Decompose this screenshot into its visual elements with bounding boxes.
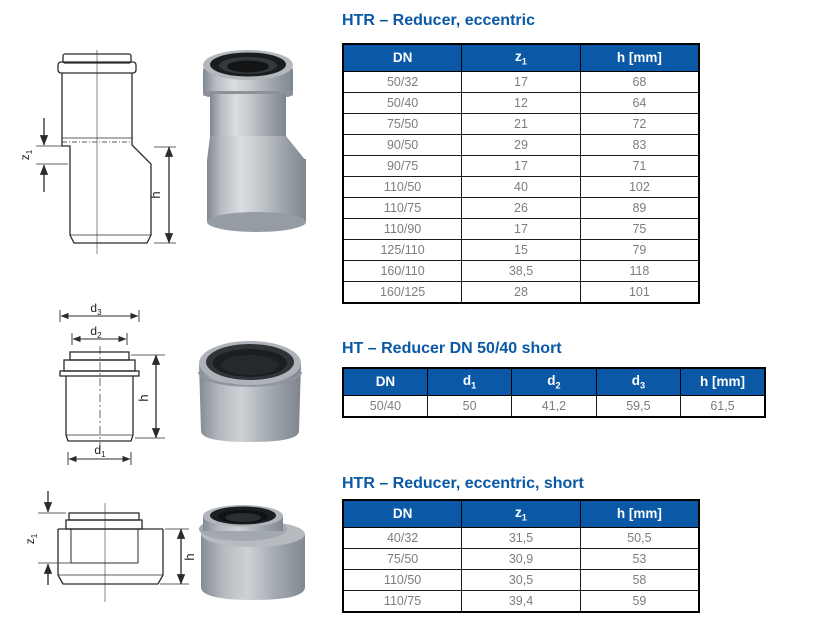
htr-eccentric-table [342, 43, 700, 304]
htr-eccentric-short-table-wrap [342, 499, 700, 613]
table-row [343, 71, 699, 92]
table-row [343, 527, 699, 548]
column-header: h [mm] [681, 368, 765, 395]
eccentric-reducer-diagram [8, 46, 183, 260]
column-header: $d_3$ [596, 368, 680, 395]
table-row [343, 281, 699, 303]
column-header: h [mm] [580, 500, 699, 527]
table-row [343, 548, 699, 569]
table-row [343, 590, 699, 612]
table-cell: 110/90 [343, 218, 462, 239]
dimension-label-h: h [182, 553, 197, 561]
table-cell: 31,5 [462, 527, 581, 548]
table-cell: 83 [580, 134, 699, 155]
column-header: h [mm] [580, 44, 699, 71]
dimension-label-z1: $z_1$ [23, 533, 39, 545]
product-photo-short-reducer [193, 330, 315, 457]
table-cell: 12 [462, 92, 581, 113]
column-header: $z_1$ [462, 500, 581, 527]
table-cell: 50/40 [343, 395, 427, 417]
table-cell: 26 [462, 197, 581, 218]
table-cell: 50 [427, 395, 511, 417]
short-reducer-diagram [8, 302, 188, 477]
ht-short-table [342, 367, 766, 418]
table-row [343, 395, 765, 417]
column-header: $d_2$ [512, 368, 596, 395]
technical-drawing-short-reducer [8, 302, 188, 477]
section-title-htr-eccentric: HTR – Reducer, eccentric [342, 12, 535, 29]
table-cell: 17 [462, 155, 581, 176]
table-cell: 41,2 [512, 395, 596, 417]
table-cell: 89 [580, 197, 699, 218]
table-row [343, 239, 699, 260]
table-cell: 90/50 [343, 134, 462, 155]
short-reducer-photo [193, 330, 315, 457]
table-row [343, 134, 699, 155]
table-cell: 125/110 [343, 239, 462, 260]
table-cell: 17 [462, 71, 581, 92]
table-cell: 102 [580, 176, 699, 197]
technical-drawing-eccentric-short-reducer [8, 487, 198, 620]
table-cell: 68 [580, 71, 699, 92]
table-cell: 50,5 [580, 527, 699, 548]
ht-short-table-wrap [342, 367, 766, 418]
table-cell: 53 [580, 548, 699, 569]
table-cell: 50/32 [343, 71, 462, 92]
htr-eccentric-short-table [342, 499, 700, 613]
table-cell: 40 [462, 176, 581, 197]
table-cell: 110/75 [343, 197, 462, 218]
table-cell: 160/125 [343, 281, 462, 303]
table-cell: 38,5 [462, 260, 581, 281]
table-cell: 15 [462, 239, 581, 260]
table-cell: 61,5 [681, 395, 765, 417]
table-cell: 30,9 [462, 548, 581, 569]
table-cell: 75/50 [343, 548, 462, 569]
table-row [343, 155, 699, 176]
table-header-row [343, 500, 699, 527]
table-cell: 59,5 [596, 395, 680, 417]
eccentric-reducer-photo [195, 44, 320, 236]
table-cell: 118 [580, 260, 699, 281]
table-cell: 64 [580, 92, 699, 113]
column-header: DN [343, 500, 462, 527]
product-photo-eccentric-reducer [195, 44, 320, 236]
dimension-label-h: h [148, 191, 163, 199]
section-title-ht-short: HT – Reducer DN 50/40 short [342, 340, 562, 357]
eccentric-short-reducer-diagram [8, 487, 198, 620]
table-cell: 59 [580, 590, 699, 612]
table-cell: 17 [462, 218, 581, 239]
column-header: $z_1$ [462, 44, 581, 71]
column-header: DN [343, 44, 462, 71]
table-cell: 29 [462, 134, 581, 155]
table-row [343, 218, 699, 239]
table-cell: 30,5 [462, 569, 581, 590]
table-cell: 50/40 [343, 92, 462, 113]
table-row [343, 176, 699, 197]
table-cell: 58 [580, 569, 699, 590]
section-title-htr-eccentric-short: HTR – Reducer, eccentric, short [342, 475, 584, 492]
table-row [343, 569, 699, 590]
table-row [343, 260, 699, 281]
column-header: $d_1$ [427, 368, 511, 395]
table-row [343, 197, 699, 218]
table-cell: 90/75 [343, 155, 462, 176]
table-cell: 79 [580, 239, 699, 260]
htr-eccentric-table-wrap [342, 43, 700, 304]
table-cell: 110/50 [343, 569, 462, 590]
table-row [343, 113, 699, 134]
table-cell: 160/110 [343, 260, 462, 281]
table-header-row [343, 368, 765, 395]
table-header-row [343, 44, 699, 71]
eccentric-short-reducer-photo [193, 490, 315, 612]
column-header: DN [343, 368, 427, 395]
dimension-label-d2: $d_2$ [90, 324, 102, 340]
table-cell: 39,4 [462, 590, 581, 612]
dimension-label-z1: $z_1$ [18, 149, 34, 161]
table-cell: 110/75 [343, 590, 462, 612]
table-cell: 21 [462, 113, 581, 134]
dimension-label-d3: $d_3$ [90, 302, 102, 317]
table-cell: 110/50 [343, 176, 462, 197]
table-cell: 40/32 [343, 527, 462, 548]
table-cell: 101 [580, 281, 699, 303]
dimension-label-d1: $d_1$ [94, 443, 106, 459]
technical-drawing-eccentric-reducer [8, 46, 183, 260]
product-photo-eccentric-short-reducer [193, 490, 315, 612]
table-cell: 75/50 [343, 113, 462, 134]
table-cell: 72 [580, 113, 699, 134]
table-cell: 28 [462, 281, 581, 303]
dimension-label-h: h [136, 394, 151, 402]
table-cell: 71 [580, 155, 699, 176]
table-cell: 75 [580, 218, 699, 239]
table-row [343, 92, 699, 113]
